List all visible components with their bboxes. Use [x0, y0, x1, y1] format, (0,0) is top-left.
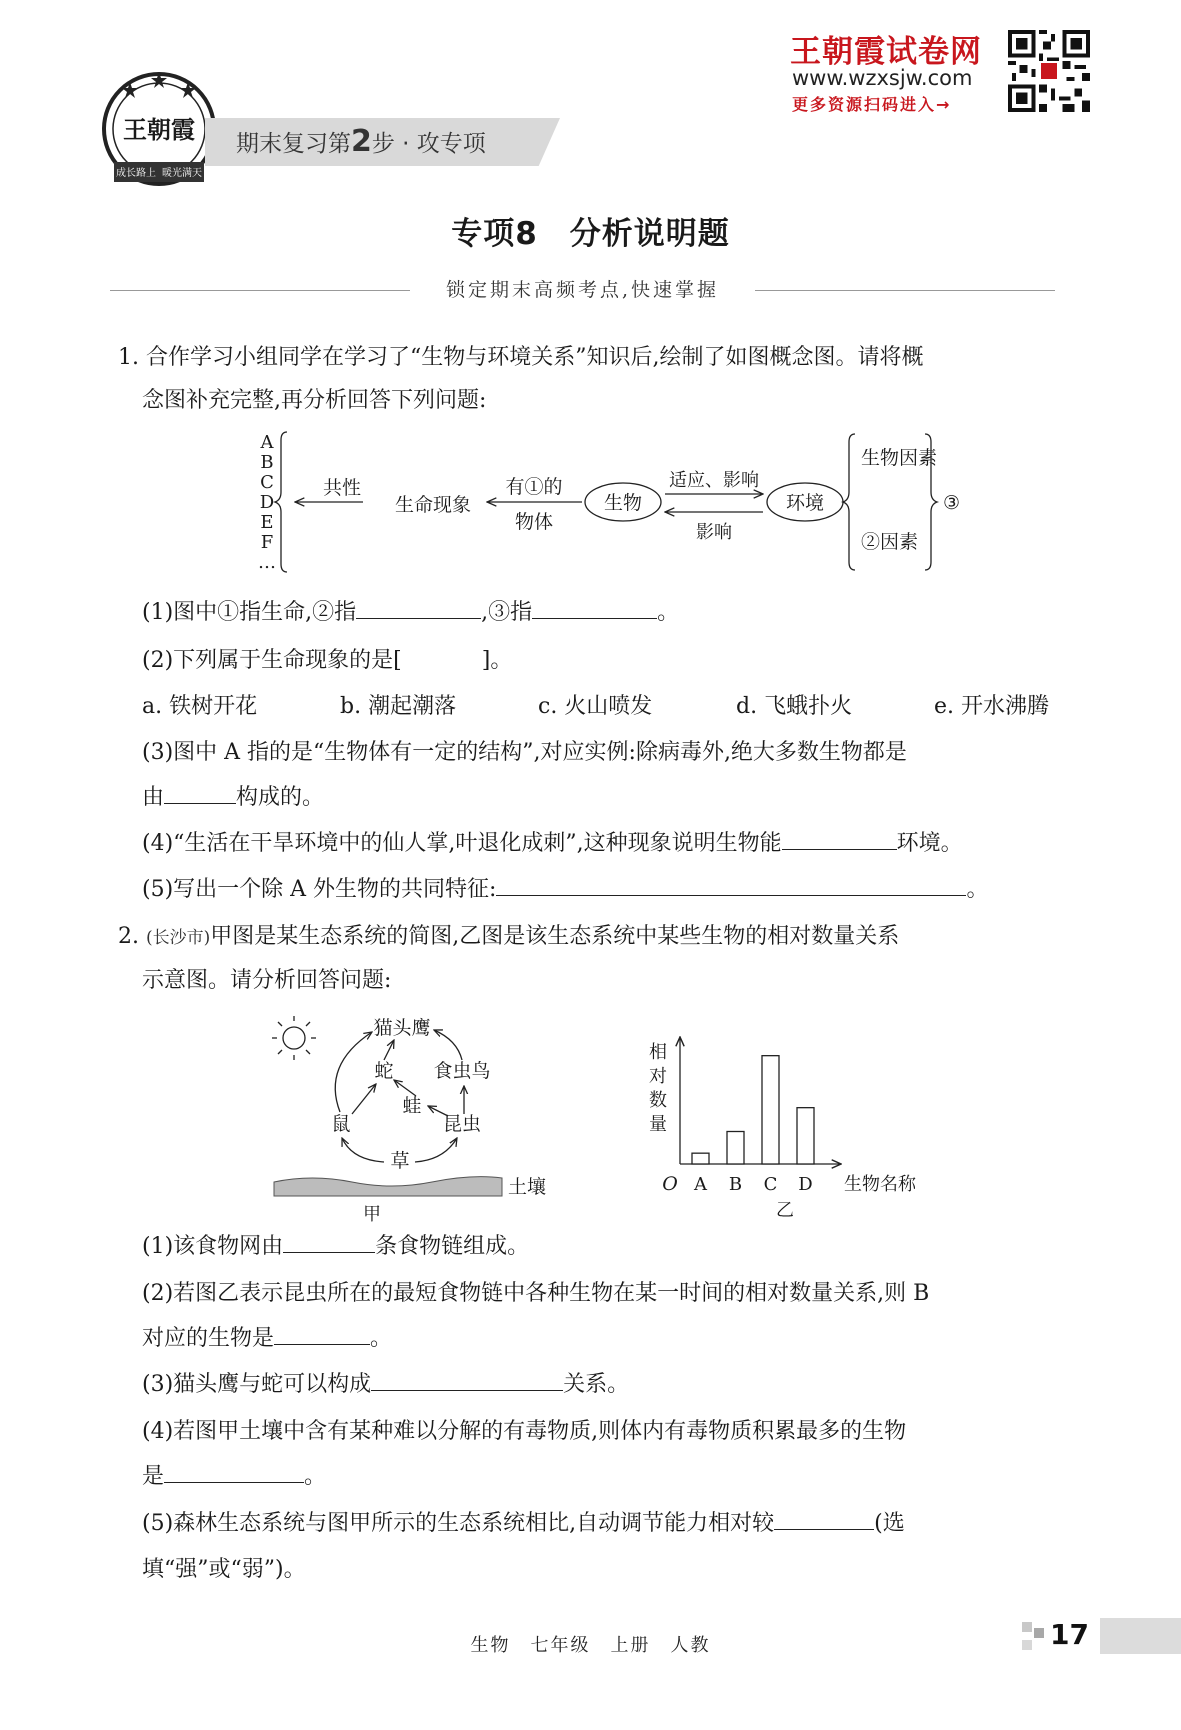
q1-part2 [142, 646, 512, 676]
q2-part1-text-b: 条食物链组成。 [375, 1234, 530, 1259]
organism-node: 生物 [603, 492, 643, 514]
concept-map-diagram [255, 430, 961, 578]
affect-label: 影响 [696, 522, 732, 543]
concept-letter: B [260, 452, 274, 473]
concept-letter: D [259, 492, 275, 513]
subtitle-rule-right [755, 290, 1055, 291]
q1-option-c: c. 火山喷发 [538, 694, 653, 719]
bars [692, 1056, 814, 1164]
q2-part2-line-2 [142, 1324, 392, 1354]
q2-part5-line-2: 填“强”或“弱”)。 [142, 1557, 306, 1582]
q2-part4-text-c: 。 [304, 1464, 327, 1489]
q2-part1-text-a: (1)该食物网由 [142, 1234, 284, 1259]
q2-part4-line-1: (4)若图甲土壤中含有某种难以分解的有毒物质,则体内有毒物质积累最多的生物 [142, 1419, 907, 1444]
x-tick-label-D: D [798, 1174, 813, 1195]
q1-part1-text-c: 。 [657, 600, 680, 625]
q2-part3-text-b: 关系。 [563, 1372, 630, 1397]
q1-option-d: d. 飞蛾扑火 [736, 694, 853, 719]
environment-node: 环境 [785, 492, 825, 514]
q2-part5-line-1 [142, 1509, 905, 1539]
insect-bird-node: 食虫鸟 [433, 1060, 491, 1082]
q1-stem-line-1: 1. 合作学习小组同学在学习了“生物与环境关系”知识后,绘制了如图概念图。请将概 [118, 345, 924, 370]
subtitle-row [110, 275, 1055, 305]
q1-option-a: a. 铁树开花 [142, 694, 258, 719]
q2-part2-line-1: (2)若图乙表示昆虫所在的最短食物链中各种生物在某一时间的相对数量关系,则 B [142, 1281, 930, 1306]
mark-3-label: ③ [943, 492, 961, 514]
insect-node: 昆虫 [442, 1113, 482, 1135]
concept-letter: … [258, 552, 276, 573]
q1-part4-blank[interactable] [782, 829, 897, 850]
page-number-bar [1100, 1618, 1181, 1654]
q2-part5-blank[interactable] [774, 1509, 874, 1530]
y-axis-label-char: 数 [649, 1090, 667, 1111]
q2-part3 [142, 1370, 629, 1400]
brand-scan-prompt: 更多资源扫码进入→ [792, 95, 952, 114]
badge-tag-right: 暖光满天 [162, 168, 202, 179]
q1-part1-blank-3[interactable] [532, 598, 657, 619]
bar-D [797, 1108, 814, 1164]
snake-node: 蛇 [374, 1060, 394, 1082]
step-label [236, 124, 486, 159]
relative-quantity-chart [640, 1030, 940, 1222]
q2-stem-text: 甲图是某生态系统的简图,乙图是该生态系统中某些生物的相对数量关系 [210, 924, 900, 949]
q2-stem-line-1 [118, 922, 899, 953]
env-left-brace [843, 434, 855, 570]
q1-stem-line-2: 念图补充完整,再分析回答下列问题: [142, 388, 487, 413]
q1-part5 [142, 875, 988, 905]
q1-part3-line-1: (3)图中 A 指的是“生物体有一定的结构”,对应实例:除病毒外,绝大多数生物都是 [142, 740, 907, 765]
q1-part3-blank[interactable] [164, 783, 236, 804]
step-prefix: 期末复习第 [236, 131, 351, 157]
bio-factor-label: 生物因素 [861, 447, 938, 469]
y-axis-label [649, 1042, 667, 1135]
x-tick-labels [693, 1174, 813, 1195]
adapt-label: 适应、影响 [669, 470, 759, 491]
q1-part2-text-b: ]。 [481, 648, 513, 673]
q2-number: 2. [118, 924, 146, 949]
concept-letter: E [260, 512, 274, 533]
q1-part2-text-a: (2)下列属于生命现象的是[ [142, 648, 402, 673]
sun-icon [272, 1016, 316, 1060]
q2-part5-text-b: (选 [874, 1511, 905, 1536]
q2-part2-text-c: 。 [370, 1326, 393, 1351]
q1-part3-text-c: 构成的。 [236, 785, 325, 810]
brand-name: 王朝霞试卷网 [790, 34, 982, 70]
concept-letter: A [260, 432, 274, 453]
badge-name: 王朝霞 [123, 115, 195, 144]
q1-option-e: e. 开水沸腾 [934, 694, 1050, 719]
q2-part4-line-2 [142, 1462, 326, 1492]
q1-part1-text-a: (1)图中①指生命,②指 [142, 600, 357, 625]
page-corner-squares [1022, 1620, 1046, 1652]
chart-caption: 乙 [776, 1200, 794, 1221]
brand-url[interactable]: www.wzxsjw.com [792, 66, 973, 90]
frog-node: 蛙 [402, 1095, 422, 1117]
q1-part5-text-a: (5)写出一个除 A 外生物的共同特征: [142, 877, 497, 902]
wangzhaoxia-logo-badge [100, 70, 218, 188]
q2-part5-text-a: (5)森林生态系统与图甲所示的生态系统相比,自动调节能力相对较 [142, 1511, 775, 1536]
x-axis-label: 生物名称 [844, 1174, 916, 1195]
object-label: 物体 [514, 511, 554, 533]
footer-subject-label: 生物 七年级 上册 人教 [470, 1635, 711, 1656]
q2-source: (长沙市) [145, 928, 211, 948]
q1-part1-blank-2[interactable] [356, 598, 481, 619]
q1-part3-text-b: 由 [142, 785, 165, 810]
concept-letter: C [260, 472, 274, 493]
bar-B [727, 1132, 744, 1165]
left-brace [275, 432, 287, 572]
q1-part5-blank[interactable] [496, 875, 966, 896]
y-axis-label-char: 量 [649, 1114, 667, 1135]
q1-part4-text-a: (4)“生活在干旱环境中的仙人掌,叶退化成刺”,这种现象说明生物能 [142, 831, 782, 856]
bar-A [692, 1153, 709, 1164]
q1-part5-text-b: 。 [966, 877, 989, 902]
qr-code-icon[interactable] [1008, 30, 1090, 112]
phenomenon-node: 生命现象 [394, 494, 472, 516]
section-subtitle: 锁定期末高频考点,快速掌握 [445, 279, 720, 301]
grass-node: 草 [390, 1150, 410, 1172]
x-tick-label-A: A [694, 1174, 707, 1195]
step-number: 2 [351, 124, 372, 159]
bar-C [762, 1056, 779, 1164]
factor-2-label: ②因素 [861, 531, 919, 553]
food-web-caption: 甲 [363, 1204, 381, 1225]
concept-letter: F [260, 532, 274, 553]
x-tick-label-C: C [763, 1174, 778, 1195]
q2-part4-text-b: 是 [142, 1464, 165, 1489]
q2-part3-blank[interactable] [371, 1370, 563, 1391]
soil-label: 土壤 [508, 1176, 547, 1198]
page-number: 17 [1050, 1618, 1089, 1651]
q1-part4 [142, 829, 963, 859]
q2-part1-blank[interactable] [283, 1232, 375, 1253]
y-axis-label-char: 对 [649, 1066, 667, 1087]
y-axis-label-char: 相 [649, 1042, 667, 1063]
q1-part1-text-b: ,③指 [481, 600, 533, 625]
q1-part1 [142, 598, 679, 628]
q1-part4-text-b: 环境。 [896, 831, 963, 856]
common-label: 共性 [322, 477, 362, 499]
q2-part2-blank[interactable] [274, 1324, 370, 1345]
mouse-node: 鼠 [331, 1113, 351, 1135]
badge-tag-left: 成长路上 [116, 168, 156, 179]
q2-part2-text-b: 对应的生物是 [142, 1326, 275, 1351]
food-web-diagram [272, 1010, 572, 1225]
owl-node: 猫头鹰 [373, 1017, 431, 1039]
q2-stem-line-2: 示意图。请分析回答问题: [142, 968, 392, 993]
has-1-label: 有①的 [505, 476, 563, 498]
x-tick-label-B: B [728, 1174, 743, 1195]
soil-band [274, 1177, 502, 1196]
q1-part3-line-2 [142, 783, 324, 813]
q1-option-b: b. 潮起潮落 [340, 694, 457, 719]
q2-part1 [142, 1232, 529, 1262]
section-title: 专项8 分析说明题 [451, 216, 730, 252]
step-suffix: 步 · 攻专项 [371, 131, 486, 157]
origin-label: O [662, 1173, 678, 1195]
q2-part4-blank[interactable] [164, 1462, 304, 1483]
q2-part3-text-a: (3)猫头鹰与蛇可以构成 [142, 1372, 372, 1397]
